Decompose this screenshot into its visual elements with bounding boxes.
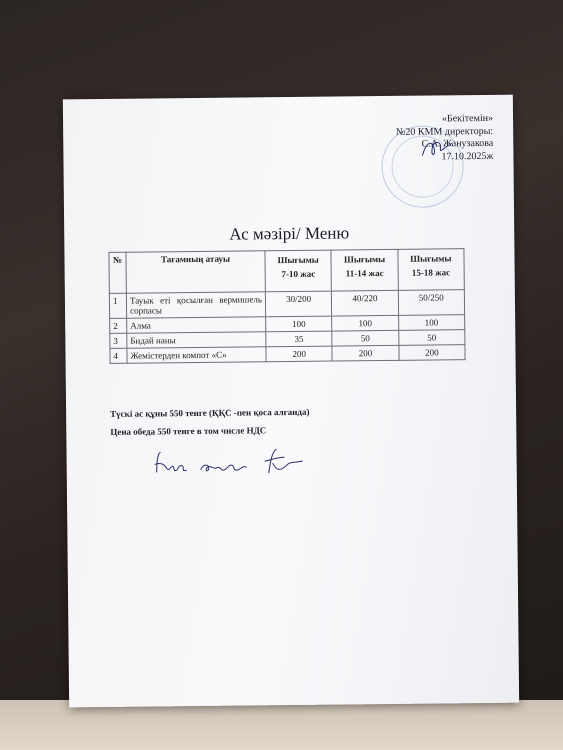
page-title: Ас мәзірі/ Меню — [229, 223, 350, 244]
header-age-15-18 — [398, 249, 465, 291]
row-dish-name: Жемістерден компот «С» — [127, 347, 266, 363]
row-portion-7-10: 200 — [266, 346, 332, 362]
approval-name: С.А. Жанузакова — [421, 137, 494, 150]
row-portion-11-14: 50 — [332, 330, 398, 346]
header-age-11-14-label: Шығымы — [343, 254, 386, 265]
header-age-15-18-range: 15-18 жас — [411, 267, 451, 278]
row-portion-7-10: 100 — [266, 316, 332, 332]
row-portion-11-14: 100 — [332, 315, 398, 331]
header-num: № — [109, 252, 126, 293]
approval-heading: «Бекітемін» — [441, 112, 494, 125]
row-portion-15-18: 50 — [398, 330, 464, 346]
menu-table — [108, 248, 465, 364]
approval-date: 17.10.2025ж — [441, 150, 494, 162]
header-name: Тағамның атауы — [126, 251, 265, 293]
header-age-11-14 — [331, 249, 398, 291]
row-num: 2 — [110, 318, 127, 333]
row-portion-11-14: 40/220 — [332, 290, 399, 316]
director-signature — [418, 135, 458, 163]
row-dish-name: Бидай наны — [127, 332, 266, 348]
header-age-15-18-label: Шығымы — [410, 253, 452, 264]
row-portion-15-18: 200 — [399, 345, 465, 361]
table-row — [109, 290, 464, 319]
row-portion-15-18: 50/250 — [398, 290, 465, 316]
header-age-11-14-range: 11-14 жас — [345, 268, 384, 279]
price-text-ru: Цена обеда 550 тенге в том числе НДС — [110, 425, 267, 437]
row-portion-7-10: 30/200 — [265, 291, 332, 317]
handwritten-signatures — [150, 445, 310, 481]
header-age-7-10-label: Шығымы — [277, 254, 319, 266]
row-dish-name: Тауык еті қосылған вермишель сорпасы — [126, 292, 265, 318]
table-header-row — [109, 249, 464, 294]
row-portion-15-18: 100 — [398, 315, 464, 331]
row-portion-7-10: 35 — [266, 331, 332, 347]
approval-position: №20 КММ директоры: — [395, 125, 494, 138]
row-num: 4 — [110, 348, 127, 363]
price-text-kz: Түскі ас құны 550 тенге (ҚҚС -пен қоса алғанда) — [110, 406, 310, 419]
menu-document — [63, 95, 519, 708]
row-portion-11-14: 200 — [332, 345, 398, 361]
table-row — [110, 345, 465, 364]
header-age-7-10-range: 7-10 жас — [281, 268, 316, 280]
row-dish-name: Алма — [127, 317, 266, 333]
floor-background — [0, 700, 563, 750]
row-num: 1 — [109, 293, 126, 318]
row-num: 3 — [110, 333, 127, 348]
header-age-7-10 — [265, 250, 332, 292]
